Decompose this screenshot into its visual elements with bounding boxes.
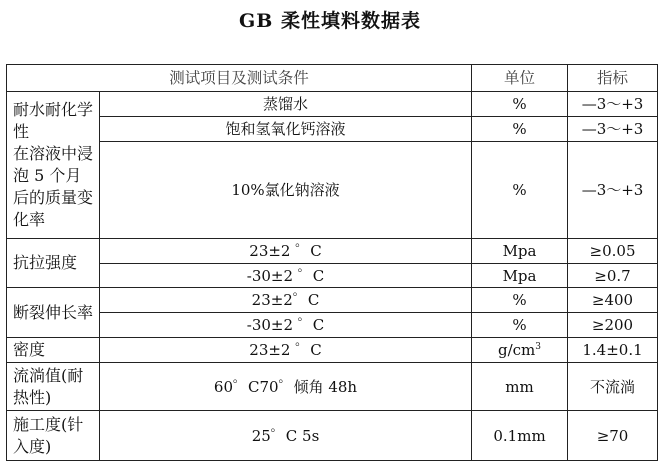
spec-cell: —3～+3	[568, 142, 658, 239]
unit-cell: 0.1mm	[472, 411, 568, 461]
unit-cell: %	[472, 288, 568, 313]
spec-cell: 1.4±0.1	[568, 338, 658, 363]
spec-cell: —3～+3	[568, 117, 658, 142]
page-title: GB 柔性填料数据表	[239, 10, 421, 32]
unit-cell: %	[472, 142, 568, 239]
unit-cell: %	[472, 313, 568, 338]
data-table	[6, 64, 658, 461]
header-unit: 单位	[472, 65, 568, 92]
condition-cell: 23±2゜C	[100, 288, 472, 313]
unit-cell: %	[472, 117, 568, 142]
condition-cell: -30±2 ゜C	[100, 264, 472, 288]
header-spec: 指标	[568, 65, 658, 92]
table-row	[7, 363, 658, 411]
table-row	[7, 117, 658, 142]
condition-cell: 蒸馏水	[100, 92, 472, 117]
water-resistance-label: 耐水耐化学性 在溶液中浸泡 5 个月后的质量变化率	[7, 92, 100, 239]
spec-cell: ≥0.7	[568, 264, 658, 288]
table-row	[7, 239, 658, 264]
workability-label: 施工度(针入度)	[7, 411, 100, 461]
unit-cell: Mpa	[472, 264, 568, 288]
unit-cell	[472, 338, 568, 363]
unit-cell: mm	[472, 363, 568, 411]
elongation-label: 断裂伸长率	[7, 288, 100, 338]
condition-cell: 10%氯化钠溶液	[100, 142, 472, 239]
condition-cell: 23±2 ゜C	[100, 239, 472, 264]
spec-cell: ≥200	[568, 313, 658, 338]
unit-superscript: 3	[535, 342, 542, 352]
table-row	[7, 264, 658, 288]
table-row	[7, 92, 658, 117]
spec-cell: ≥70	[568, 411, 658, 461]
condition-cell: 25゜C 5s	[100, 411, 472, 461]
density-label: 密度	[7, 338, 100, 363]
spec-cell: —3～+3	[568, 92, 658, 117]
spec-cell: ≥400	[568, 288, 658, 313]
unit-cell: %	[472, 92, 568, 117]
condition-cell: 饱和氢氧化钙溶液	[100, 117, 472, 142]
table-row	[7, 142, 658, 239]
spec-cell: ≥0.05	[568, 239, 658, 264]
table-row	[7, 338, 658, 363]
table-row	[7, 313, 658, 338]
table-row	[7, 288, 658, 313]
table-header-row	[7, 65, 658, 92]
condition-cell: -30±2 ゜C	[100, 313, 472, 338]
table-row	[7, 411, 658, 461]
unit-cell: Mpa	[472, 239, 568, 264]
condition-cell: 23±2 ゜C	[100, 338, 472, 363]
header-item: 测试项目及测试条件	[7, 65, 472, 92]
condition-cell: 60゜C70゜倾角 48h	[100, 363, 472, 411]
tensile-label: 抗拉强度	[7, 239, 100, 288]
spec-cell: 不流淌	[568, 363, 658, 411]
flow-label: 流淌值(耐热性)	[7, 363, 100, 411]
unit-base: g/cm	[498, 341, 536, 359]
